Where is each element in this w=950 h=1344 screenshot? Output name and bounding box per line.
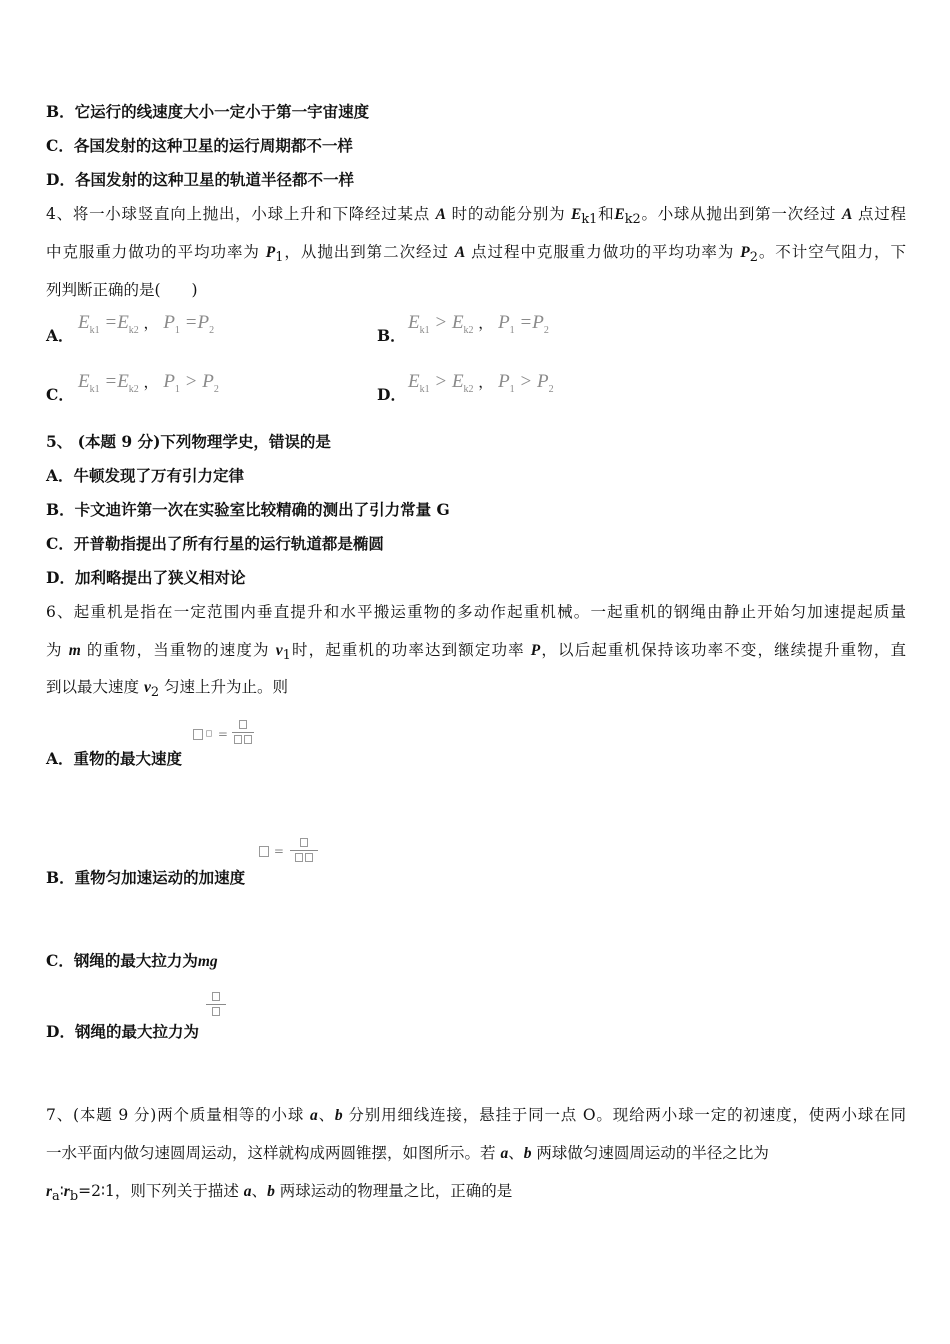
q4-option-a-label: A． xyxy=(46,326,74,345)
q6-option-a: A．重物的最大速度 xyxy=(46,749,183,768)
q5-option-d: D．加利略提出了狭义相对论 xyxy=(46,568,246,587)
q6-stem-line3: 到以最大速度 $v_2$ 匀速上升为止。则 xyxy=(46,678,289,701)
q4-option-c-formula: $E_{k1} =E_{k2}$ ， $P_1 > P_2$ xyxy=(78,371,219,395)
q6-stem-line2: 为 m 的重物，当重物的速度为 $v_1$时，起重机的功率达到额定功率 P，以后起重机保持该功率不变，继续提升重物，直 xyxy=(46,641,906,664)
q5-option-c: C．开普勒指提出了所有行星的运行轨道都是椭圆 xyxy=(46,534,384,553)
q4-option-a-formula: $E_{k1} =E_{k2}$ ， $P_1 =P_2$ xyxy=(78,312,215,336)
q3-option-c: C．各国发射的这种卫星的运行周期都不一样 xyxy=(46,136,353,155)
q7-stem-line1: 7、(本题 9 分)两个质量相等的小球 a、b 分别用细线连接，悬挂于同一点 O。现给两小球一定的初速度，使两小球在同 xyxy=(46,1106,906,1124)
q4-stem-line1: 4、将一小球竖直向上抛出，小球上升和下降经过某点 A 时的动能分别为 $E_{k1}$和$E_{k2}$。小球从抛出到第一次经过 A 点过程 xyxy=(46,205,906,228)
q5-stem: 5、 (本题 9 分)下列物理学史，错误的是 xyxy=(46,432,331,451)
q3-option-b: B．它运行的线速度大小一定小于第一宇宙速度 xyxy=(46,102,370,121)
q3-option-d: D．各国发射的这种卫星的轨道半径都不一样 xyxy=(46,170,354,189)
q7-stem-line3: $r_a∶r_b=2∶1$，则下列关于描述 a、b 两球运动的物理量之比，正确的是 xyxy=(46,1182,513,1205)
q4-stem-line2: 中克服重力做功的平均功率为 $P_1$，从抛出到第二次经过 A 点过程中克服重力做功的平均功率为 $P_2$。不计空气阻力，下 xyxy=(46,243,906,266)
q5-option-a: A．牛顿发现了万有引力定律 xyxy=(46,466,245,485)
q4-option-d-label: D． xyxy=(377,385,406,404)
q6-option-c: C．钢绳的最大拉力为mg xyxy=(46,951,218,970)
q4-option-d-formula: $E_{k1} > E_{k2}$ ， $P_1 > P_2$ xyxy=(408,371,554,395)
q6-option-d: D．钢绳的最大拉力为 xyxy=(46,1022,199,1041)
q4-stem-line3: 列判断正确的是( ) xyxy=(46,281,198,299)
q4-option-c-label: C． xyxy=(46,385,74,404)
q5-option-b: B．卡文迪许第一次在实验室比较精确的测出了引力常量 G xyxy=(46,500,450,519)
q4-option-b-formula: $E_{k1} > E_{k2}$ ， $P_1 =P_2$ xyxy=(408,312,549,336)
q6-stem-line1: 6、起重机是指在一定范围内垂直提升和水平搬运重物的多动作起重机械。一起重机的钢绳由静止开始匀加速提起质量 xyxy=(46,603,906,621)
q7-stem-line2: 一水平面内做匀速圆周运动，这样就构成两圆锥摆，如图所示。若 a、b 两球做匀速圆周运动的半径之比为 xyxy=(46,1144,769,1162)
q6-option-b: B．重物匀加速运动的加速度 xyxy=(46,868,246,887)
q6-option-d-formula xyxy=(206,990,226,1019)
q4-option-b-label: B． xyxy=(377,326,406,345)
